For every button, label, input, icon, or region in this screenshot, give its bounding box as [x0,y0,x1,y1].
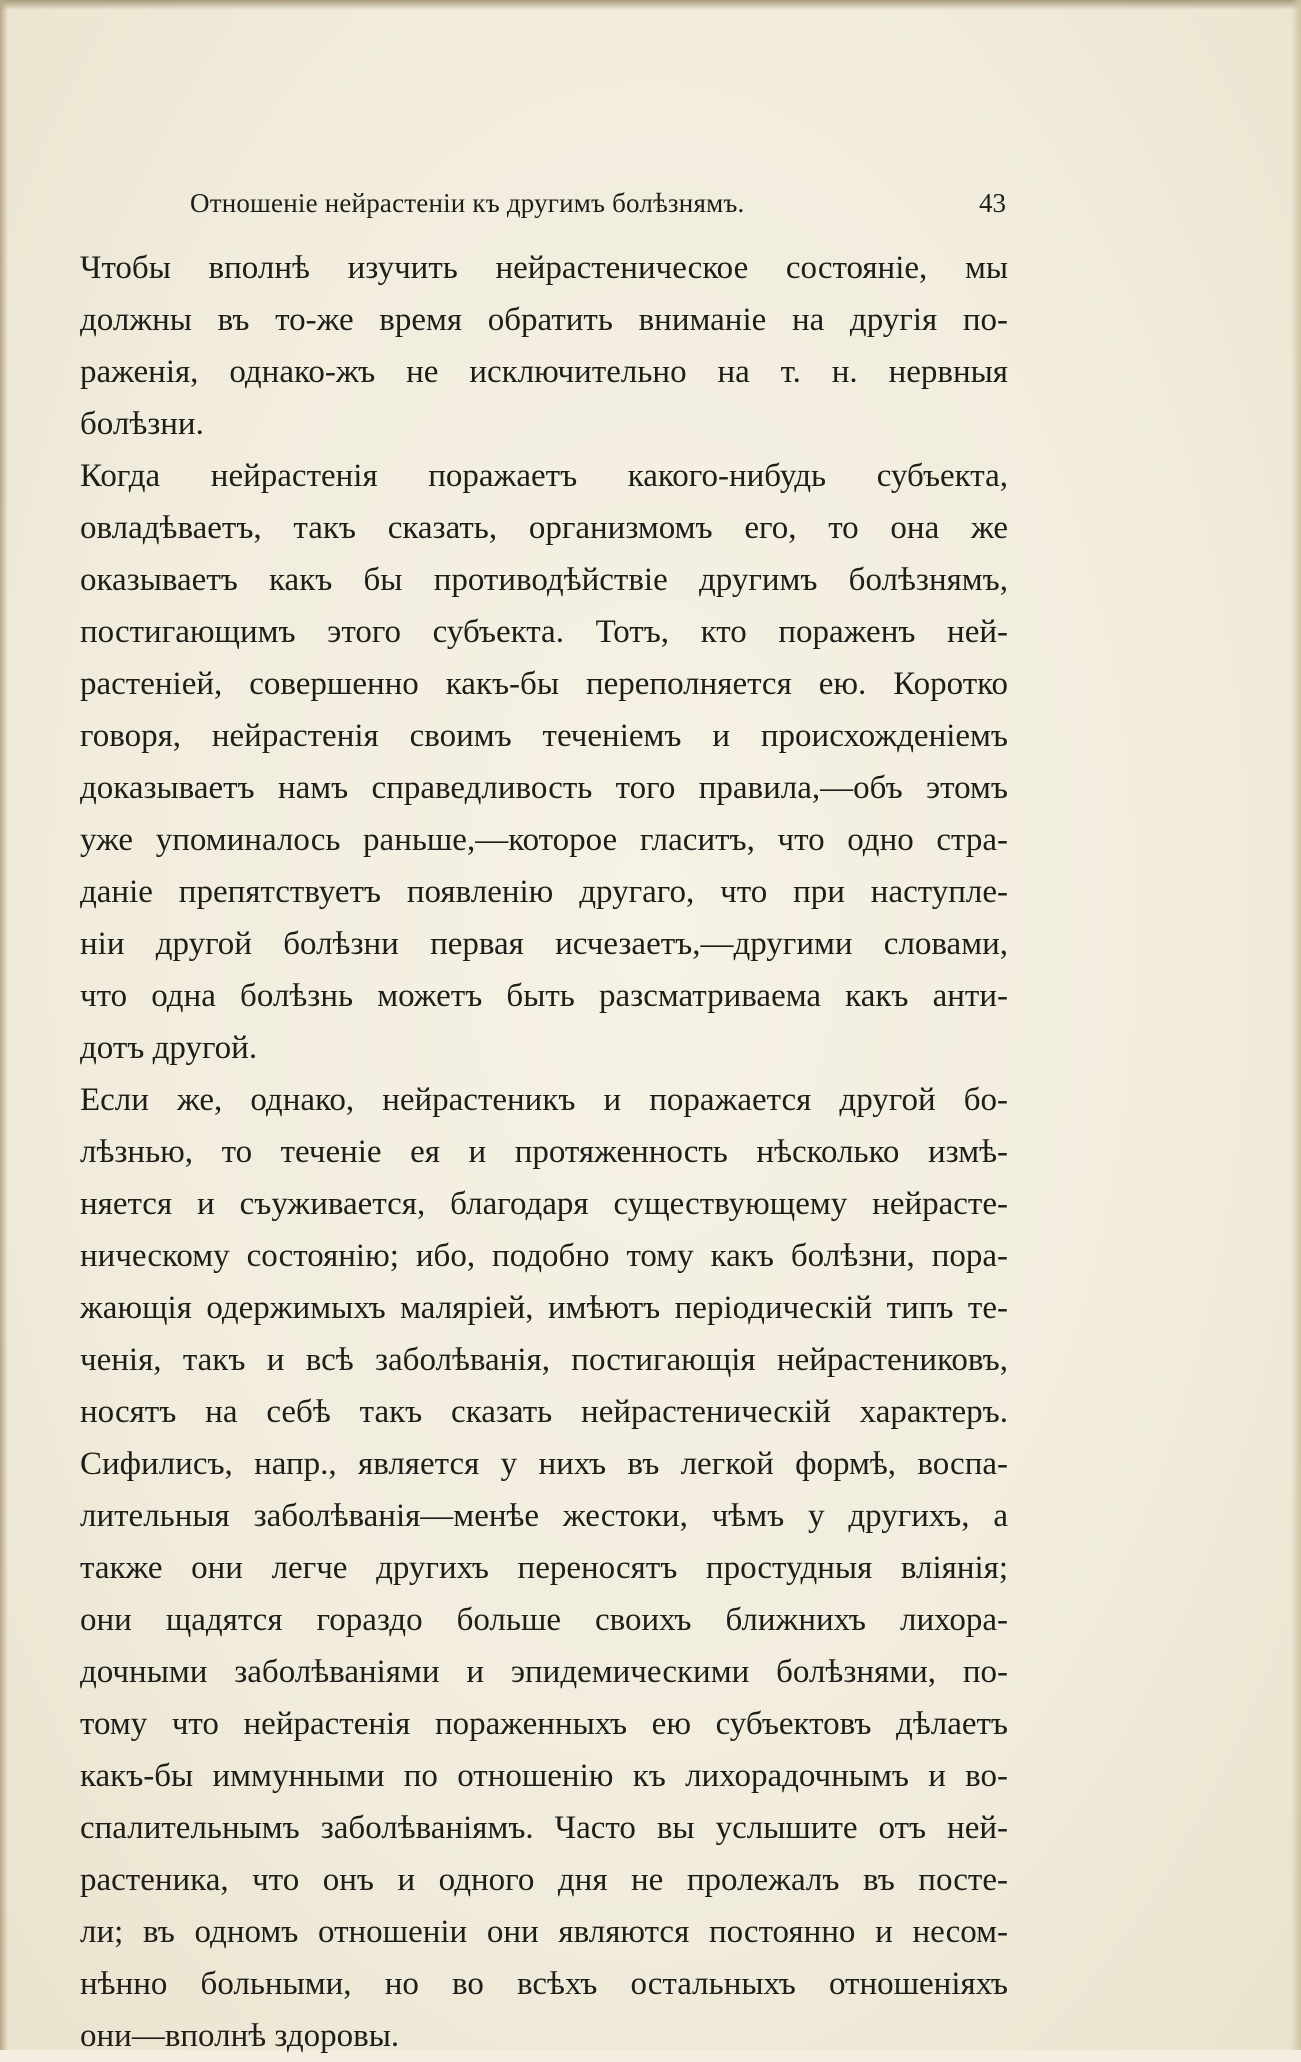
page-right-edge-shadow [1291,0,1301,2050]
text-line: Сифилисъ, напр., является у нихъ въ легкой формѣ, воспа- [80,1446,1008,1482]
text-line: постигающимъ этого субъекта. Тотъ, кто пораженъ ней- [80,614,1008,650]
paragraph [80,1074,1008,2062]
text-line: тому что нейрастенія пораженныхъ ею субъектовъ дѣлаетъ [80,1706,1008,1742]
text-line: оказываетъ какъ бы противодѣйствіе другимъ болѣзнямъ, [80,562,1008,598]
page-left-edge-shadow [0,0,8,2050]
text-line: должны въ то-же время обратить вниманіе на другія по- [80,302,1008,338]
page-header [190,188,1006,222]
text-line: дотъ другой. [80,1030,258,1066]
text-line: лительныя заболѣванія—менѣе жестоки, чѣмъ у другихъ, а [80,1498,1008,1534]
text-line: болѣзни. [80,406,204,442]
text-line: уже упоминалось раньше,—которое гласитъ, что одно стра- [80,822,1008,858]
text-line: ническому состоянію; ибо, подобно тому какъ болѣзни, пора- [80,1238,1008,1274]
text-line: раженія, однако-жъ не исключительно на т. н. нервныя [80,354,1008,390]
text-line: нѣнно больными, но во всѣхъ остальныхъ отношеніяхъ [80,1966,1008,2002]
text-line: Если же, однако, нейрастеникъ и поражается другой бо- [80,1082,1008,1118]
text-line: какъ-бы иммунными по отношенію къ лихорадочнымъ и во- [80,1758,1008,1794]
text-line: овладѣваетъ, такъ сказать, организмомъ его, то она же [80,510,1008,546]
text-line: доказываетъ намъ справедливость того правила,—объ этомъ [80,770,1008,806]
text-line: они—вполнѣ здоровы. [80,2018,400,2054]
text-line: говоря, нейрастенія своимъ теченіемъ и происхожденіемъ [80,718,1008,754]
text-line: также они легче другихъ переносятъ простудныя вліянія; [80,1550,1008,1586]
text-line: они щадятся гораздо больше своихъ ближнихъ лихора- [80,1602,1008,1638]
text-line: ніи другой болѣзни первая исчезаетъ,—другими словами, [80,926,1008,962]
text-line: что одна болѣзнь можетъ быть разсматриваема какъ анти- [80,978,1008,1014]
text-line: растеніей, совершенно какъ-бы переполняется ею. Коротко [80,666,1008,702]
text-line: няется и съуживается, благодаря существующему нейрасте- [80,1186,1008,1222]
body-text [80,242,1008,2062]
text-line: Когда нейрастенія поражаетъ какого-нибудь субъекта, [80,458,1008,494]
text-line: жающія одержимыхъ маляріей, имѣютъ періодическій типъ те- [80,1290,1008,1326]
paragraph [80,450,1008,1074]
page-number: 43 [979,188,1006,218]
paragraph [80,242,1008,450]
running-title: Отношеніе нейрастеніи къ другимъ болѣзнямъ. [190,188,745,218]
text-line: даніе препятствуетъ появленію другаго, что при наступле- [80,874,1008,910]
page-top-edge-shadow [0,0,1301,10]
text-line: ченія, такъ и всѣ заболѣванія, постигающія нейрастениковъ, [80,1342,1008,1378]
text-line: дочными заболѣваніями и эпидемическими болѣзнями, по- [80,1654,1008,1690]
text-line: носятъ на себѣ такъ сказать нейрастеническій характеръ. [80,1394,1008,1430]
text-line: лѣзнью, то теченіе ея и протяженность нѣсколько измѣ- [80,1134,1008,1170]
text-line: Чтобы вполнѣ изучить нейрастеническое состояніе, мы [80,250,1008,286]
text-line: растеника, что онъ и одного дня не пролежалъ въ посте- [80,1862,1008,1898]
text-line: спалительнымъ заболѣваніямъ. Часто вы услышите отъ ней- [80,1810,1008,1846]
text-line: ли; въ одномъ отношеніи они являются постоянно и несом- [80,1914,1008,1950]
